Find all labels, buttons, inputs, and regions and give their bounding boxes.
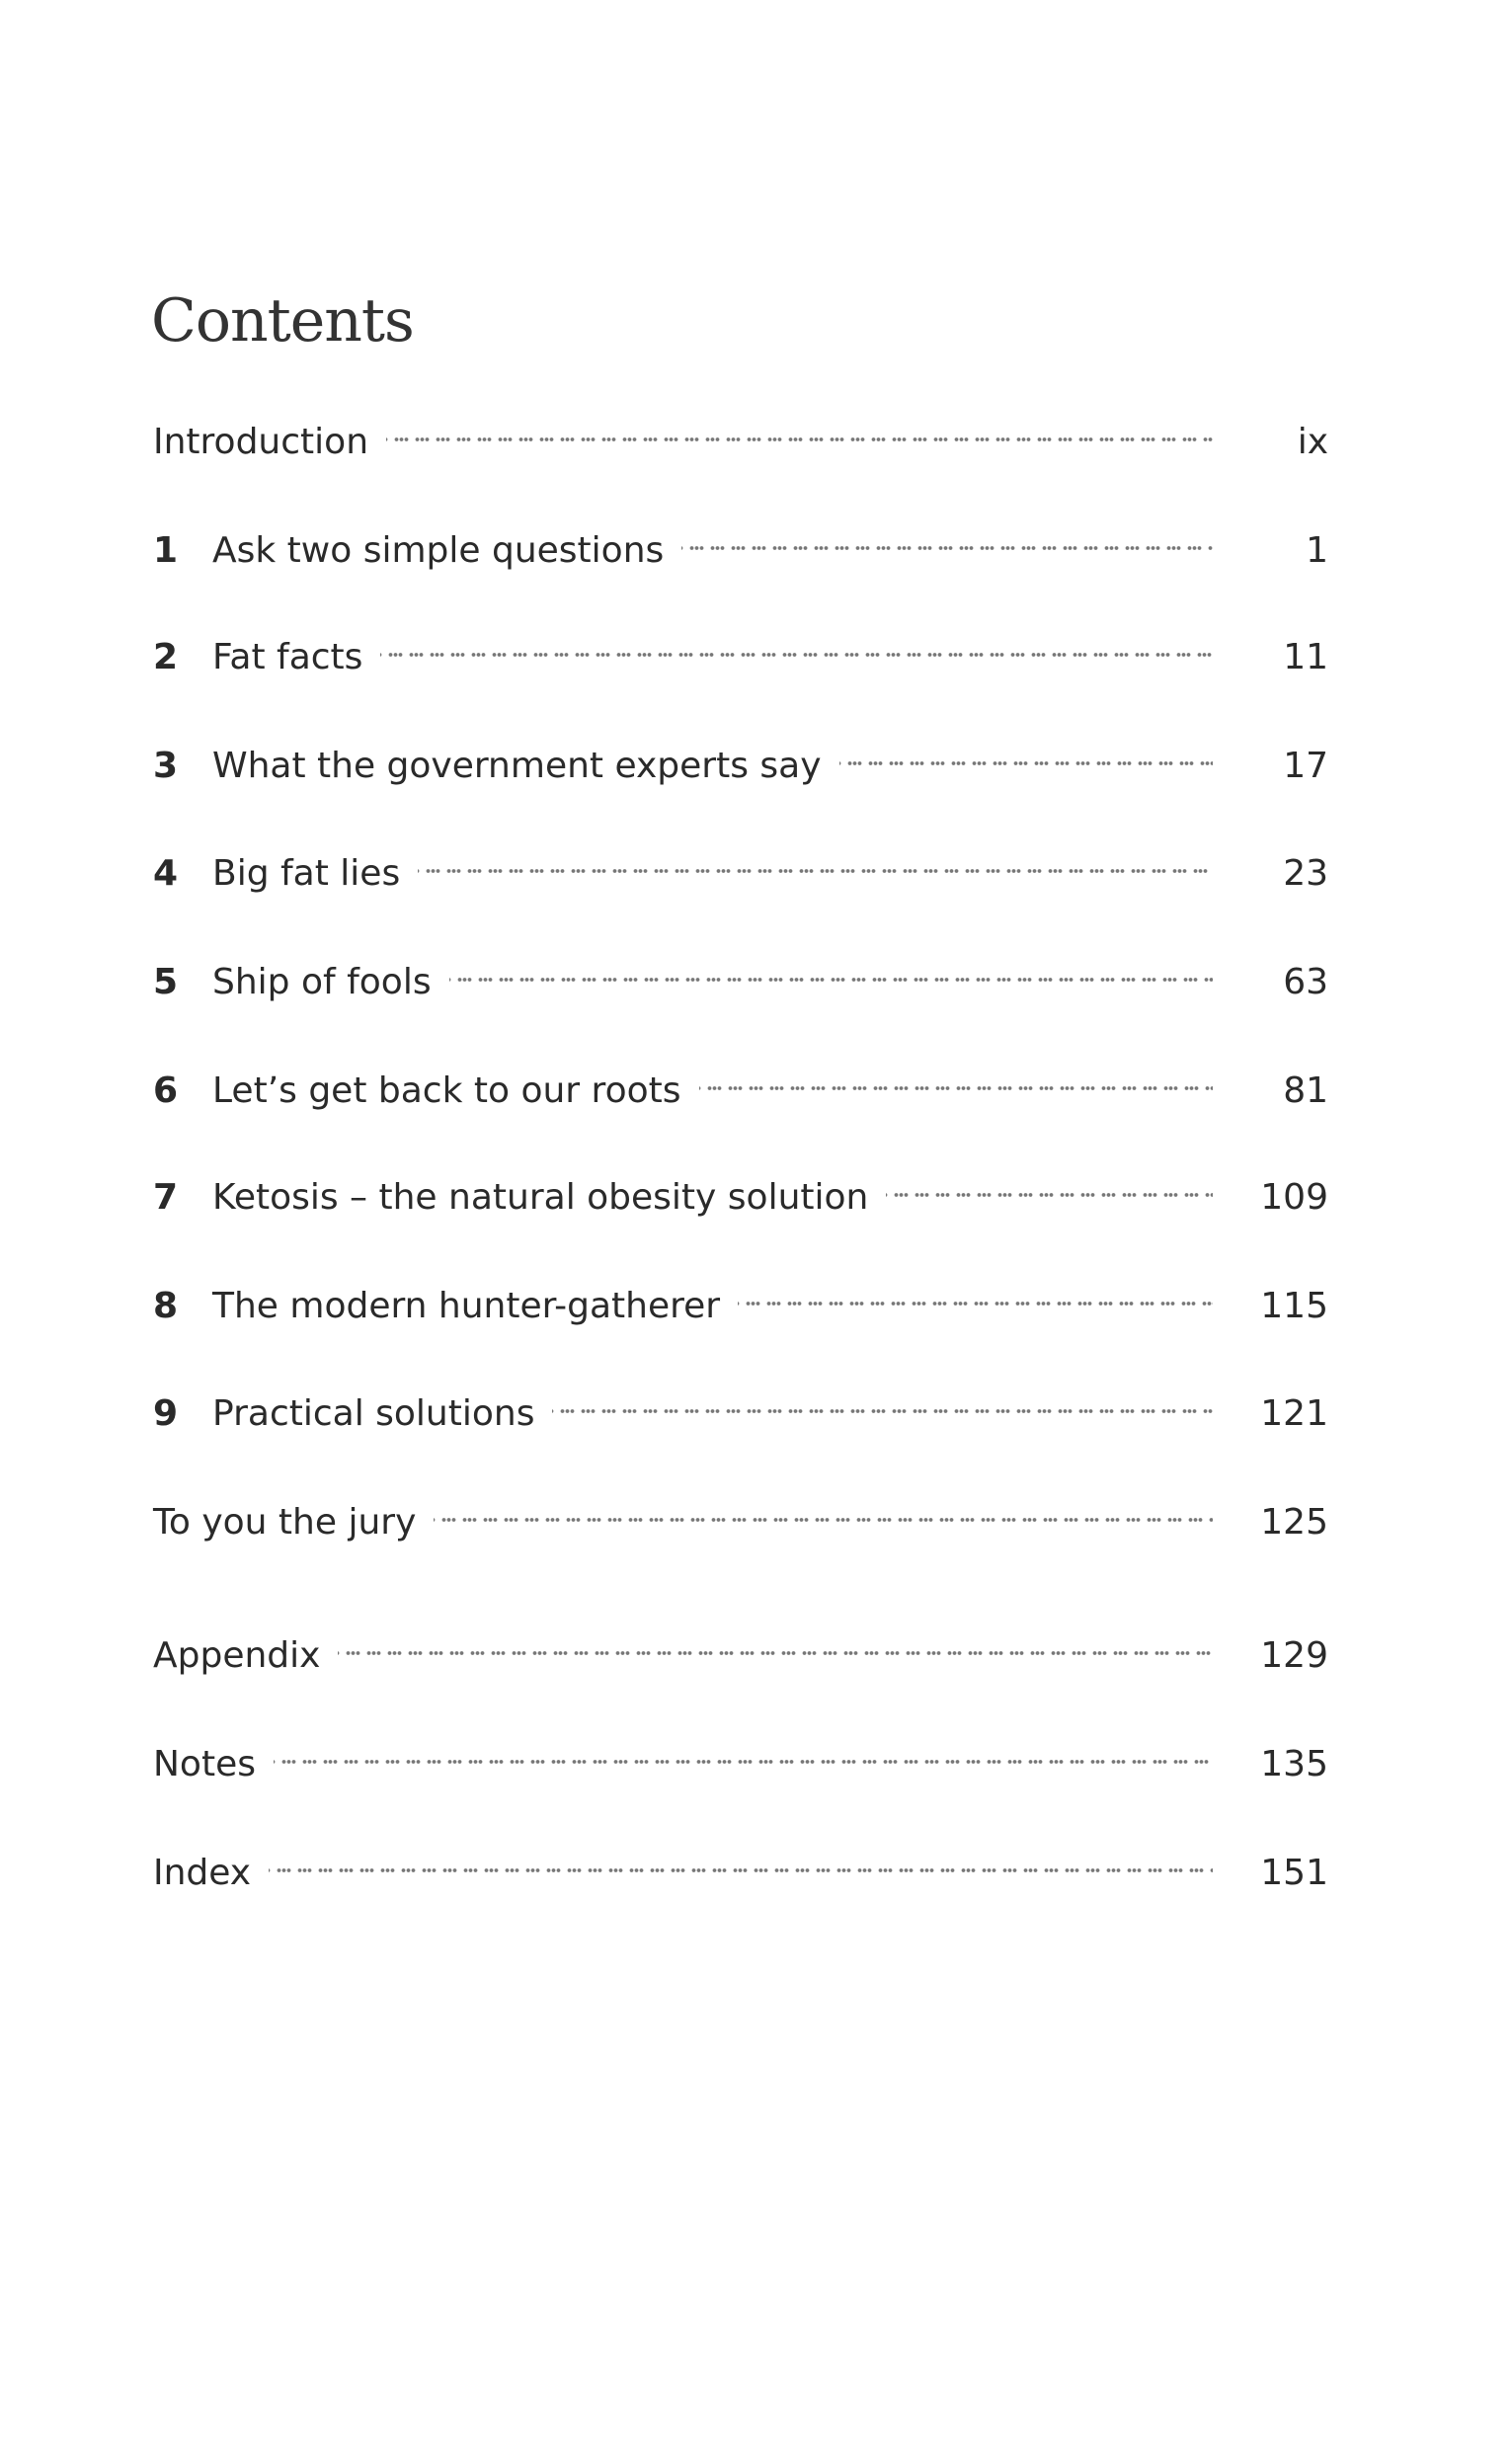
dot-leader bbox=[681, 544, 1213, 552]
toc-entry[interactable] bbox=[153, 1492, 1328, 1551]
page-number: 125 bbox=[1260, 1501, 1328, 1543]
toc-entry[interactable] bbox=[153, 412, 1328, 471]
dot-leader bbox=[269, 1866, 1213, 1874]
page-number: 121 bbox=[1260, 1392, 1328, 1434]
toc-entry[interactable] bbox=[153, 1061, 1328, 1120]
page-number: ix bbox=[1297, 421, 1328, 462]
entry-title: Appendix bbox=[153, 1634, 321, 1676]
toc-entry[interactable] bbox=[153, 1276, 1328, 1335]
chapter-number: 8 bbox=[153, 1285, 179, 1326]
entry-title: Ship of fools bbox=[212, 961, 432, 1002]
entry-title: Practical solutions bbox=[212, 1392, 535, 1434]
entry-title: Index bbox=[153, 1852, 252, 1893]
toc-entry[interactable] bbox=[153, 1625, 1328, 1685]
page-number: 23 bbox=[1283, 852, 1328, 894]
dot-leader bbox=[418, 867, 1213, 875]
entry-title: Introduction bbox=[153, 421, 369, 462]
dot-leader bbox=[380, 651, 1213, 659]
page-number: 1 bbox=[1306, 529, 1328, 571]
page-number: 17 bbox=[1283, 745, 1328, 786]
page-number: 81 bbox=[1283, 1069, 1328, 1111]
toc-entry[interactable] bbox=[153, 1384, 1328, 1443]
page-number: 151 bbox=[1260, 1852, 1328, 1893]
chapter-number: 4 bbox=[153, 852, 179, 894]
page-title: Contents bbox=[151, 286, 414, 356]
entry-title: The modern hunter-gatherer bbox=[212, 1285, 721, 1326]
entry-title: Notes bbox=[153, 1743, 256, 1784]
dot-leader bbox=[274, 1758, 1213, 1766]
dot-leader bbox=[839, 759, 1213, 767]
entry-title: Ask two simple questions bbox=[212, 529, 665, 571]
dot-leader bbox=[886, 1191, 1213, 1199]
page-number: 63 bbox=[1283, 961, 1328, 1002]
entry-title: To you the jury bbox=[153, 1501, 417, 1543]
toc-entry[interactable] bbox=[153, 952, 1328, 1011]
dot-leader bbox=[386, 436, 1213, 443]
page-number: 129 bbox=[1260, 1634, 1328, 1676]
page-number: 115 bbox=[1260, 1285, 1328, 1326]
chapter-number: 3 bbox=[153, 745, 179, 786]
dot-leader bbox=[434, 1516, 1213, 1524]
chapter-number: 2 bbox=[153, 636, 179, 677]
toc-entry[interactable] bbox=[153, 520, 1328, 580]
toc-entry[interactable] bbox=[153, 1734, 1328, 1793]
dot-leader bbox=[699, 1084, 1214, 1092]
entry-title: Fat facts bbox=[212, 636, 363, 677]
dot-leader bbox=[552, 1407, 1213, 1415]
chapter-number: 6 bbox=[153, 1069, 179, 1111]
dot-leader bbox=[449, 976, 1213, 984]
chapter-number: 1 bbox=[153, 529, 179, 571]
page-number: 11 bbox=[1283, 636, 1328, 677]
toc-entry[interactable] bbox=[153, 843, 1328, 903]
entry-title: Ketosis – the natural obesity solution bbox=[212, 1176, 869, 1218]
entry-title: Let’s get back to our roots bbox=[212, 1069, 681, 1111]
toc-entry[interactable] bbox=[153, 627, 1328, 686]
dot-leader bbox=[738, 1300, 1213, 1307]
toc-entry[interactable] bbox=[153, 1167, 1328, 1227]
chapter-number: 9 bbox=[153, 1392, 179, 1434]
page-number: 109 bbox=[1260, 1176, 1328, 1218]
toc-entry[interactable] bbox=[153, 1843, 1328, 1902]
chapter-number: 5 bbox=[153, 961, 179, 1002]
toc-entry[interactable] bbox=[153, 736, 1328, 795]
chapter-number: 7 bbox=[153, 1176, 179, 1218]
page-number: 135 bbox=[1260, 1743, 1328, 1784]
entry-title: What the government experts say bbox=[212, 745, 822, 786]
entry-title: Big fat lies bbox=[212, 852, 401, 894]
dot-leader bbox=[338, 1649, 1213, 1657]
